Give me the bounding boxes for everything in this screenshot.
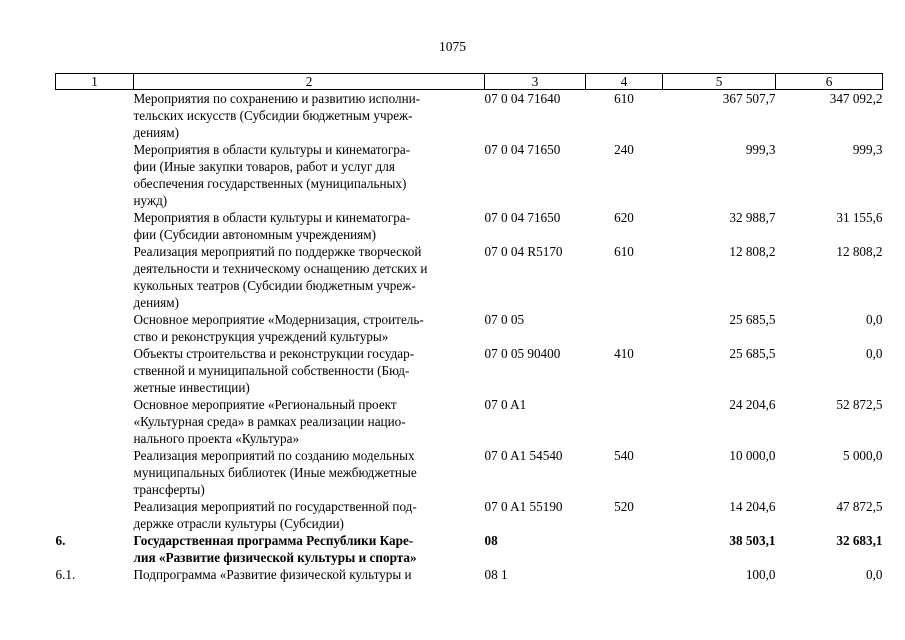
row-expense-type (586, 311, 663, 345)
row-amount-1: 25 685,5 (729, 346, 776, 361)
column-header-3: 3 (485, 74, 586, 90)
row-number (56, 498, 134, 532)
row-number: 6.1. (55, 567, 76, 582)
row-amount-1: 14 204,6 (729, 499, 776, 514)
column-header-4: 4 (586, 74, 663, 90)
row-code: 08 (484, 533, 498, 548)
row-expense-type: 410 (614, 346, 634, 361)
row-amount-1: 25 685,5 (729, 312, 776, 327)
row-expense-type: 520 (614, 499, 634, 514)
table-row (56, 345, 883, 396)
row-amount-2: 52 872,5 (836, 397, 883, 412)
row-number (56, 141, 134, 209)
row-name: Мероприятия по сохранению и развитию исполни- тельских искусств (Субсидии бюджетным учреж- дениям) (133, 91, 421, 140)
row-name: Реализация мероприятий по государственной под- держке отрасли культуры (Субсидии) (133, 499, 417, 531)
table-row (56, 532, 883, 566)
row-expense-type: 240 (614, 142, 634, 157)
row-amount-2: 0,0 (866, 567, 883, 582)
row-name: Основное мероприятие «Региональный проект «Культурная среда» в рамках реализации нацио- нального проекта «Культура» (133, 397, 406, 446)
row-expense-type: 540 (614, 448, 634, 463)
row-amount-2: 347 092,2 (829, 91, 883, 106)
row-code: 07 0 A1 (484, 397, 527, 412)
row-code: 07 0 A1 55190 (484, 499, 563, 514)
table-row (56, 396, 883, 447)
row-number (56, 243, 134, 311)
row-amount-2: 5 000,0 (842, 448, 883, 463)
row-expense-type: 620 (614, 210, 634, 225)
row-amount-2: 12 808,2 (836, 244, 883, 259)
row-number (56, 396, 134, 447)
table-row (56, 498, 883, 532)
row-amount-1: 10 000,0 (729, 448, 776, 463)
row-code: 07 0 05 90400 (484, 346, 561, 361)
table-row (56, 447, 883, 498)
row-number (56, 209, 134, 243)
row-name: Основное мероприятие «Модернизация, строитель- ство и реконструкция учреждений культуры» (133, 312, 424, 344)
row-amount-2: 32 683,1 (836, 533, 883, 548)
row-name: Мероприятия в области культуры и кинематогра- фии (Иные закупки товаров, работ и услуг для обеспечения государственных (муниципальных) нужд) (133, 142, 411, 208)
row-code: 08 1 (484, 567, 508, 582)
row-amount-1: 367 507,7 (722, 91, 776, 106)
row-amount-1: 24 204,6 (729, 397, 776, 412)
table-row (56, 141, 883, 209)
column-header-1: 1 (56, 74, 134, 90)
row-code: 07 0 04 71650 (484, 142, 561, 157)
table-row (56, 243, 883, 311)
row-name: Реализация мероприятий по созданию модельных муниципальных библиотек (Иные межбюджетные трансферты) (133, 448, 417, 497)
row-amount-1: 12 808,2 (729, 244, 776, 259)
header-row (56, 74, 883, 90)
row-number (56, 345, 134, 396)
table-row (56, 566, 883, 583)
row-amount-1: 999,3 (745, 142, 776, 157)
table-row (56, 90, 883, 142)
row-amount-2: 999,3 (852, 142, 883, 157)
row-amount-2: 31 155,6 (836, 210, 883, 225)
row-name: Подпрограмма «Развитие физической культуры и (133, 567, 412, 582)
column-header-5: 5 (663, 74, 776, 90)
row-name: Государственная программа Республики Каре- лия «Развитие физической культуры и спорта» (133, 533, 417, 565)
row-expense-type: 610 (614, 244, 634, 259)
row-amount-2: 0,0 (866, 312, 883, 327)
row-amount-1: 100,0 (745, 567, 776, 582)
row-expense-type (586, 532, 663, 566)
row-expense-type (586, 396, 663, 447)
column-header-2: 2 (134, 74, 485, 90)
row-name: Мероприятия в области культуры и кинематогра- фии (Субсидии автономным учреждениям) (133, 210, 411, 242)
row-name: Объекты строительства и реконструкции государ- ственной и муниципальной собственности (Бюд- жетные инвестиции) (133, 346, 415, 395)
row-amount-1: 32 988,7 (729, 210, 776, 225)
row-code: 07 0 04 71640 (484, 91, 561, 106)
row-number (56, 447, 134, 498)
row-amount-2: 47 872,5 (836, 499, 883, 514)
row-amount-2: 0,0 (866, 346, 883, 361)
row-amount-1: 38 503,1 (729, 533, 776, 548)
row-expense-type: 610 (614, 91, 634, 106)
column-header-6: 6 (776, 74, 883, 90)
row-number (56, 90, 134, 142)
row-number (56, 311, 134, 345)
row-code: 07 0 04 71650 (484, 210, 561, 225)
row-number: 6. (55, 533, 66, 548)
row-expense-type (586, 566, 663, 583)
page-number: 1075 (439, 39, 466, 54)
table-row (56, 209, 883, 243)
table-row (56, 311, 883, 345)
row-code: 07 0 05 (484, 312, 525, 327)
budget-table (55, 73, 883, 583)
row-code: 07 0 A1 54540 (484, 448, 563, 463)
row-name: Реализация мероприятий по поддержке творческой деятельности и техническому оснащению детских и кукольных театров (Субсидии бюджетным учреж- дениям) (133, 244, 428, 310)
row-code: 07 0 04 R5170 (484, 244, 563, 259)
